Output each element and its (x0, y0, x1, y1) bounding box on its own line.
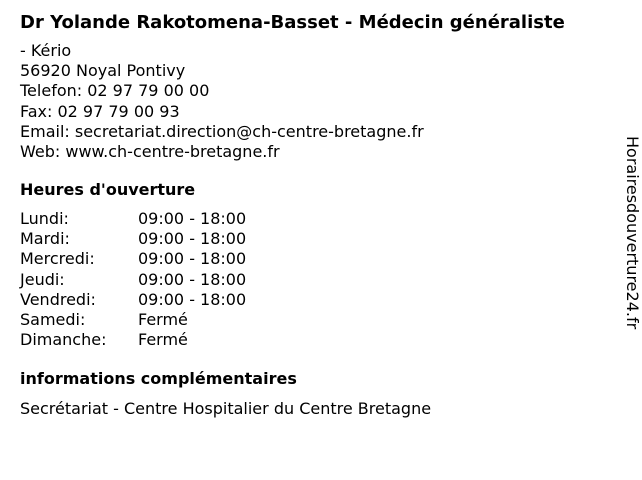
page-title: Dr Yolande Rakotomena-Basset - Médecin généraliste (20, 12, 565, 33)
contact-block (20, 41, 616, 162)
email-address: Email: secretariat.direction@ch-centre-bretagne.fr (20, 121, 424, 141)
listing-card (20, 8, 616, 419)
site-watermark: Horairesdouverture24.fr (623, 136, 642, 330)
hours-row-friday (20, 290, 246, 310)
hours-row-thursday (20, 270, 246, 290)
day-hours: 09:00 - 18:00 (138, 269, 247, 289)
day-label: Samedi: (20, 309, 86, 329)
day-label: Vendredi: (20, 289, 96, 309)
day-label: Mardi: (20, 229, 70, 249)
hours-row-sunday (20, 330, 246, 350)
day-hours: 09:00 - 18:00 (138, 289, 247, 309)
day-hours: Fermé (138, 329, 188, 349)
website-address: Web: www.ch-centre-bretagne.fr (20, 142, 280, 162)
day-hours: 09:00 - 18:00 (138, 209, 247, 229)
additional-info-text: Secrétariat - Centre Hospitalier du Centre Bretagne (20, 398, 432, 418)
fax-number: Fax: 02 97 79 00 93 (20, 101, 180, 121)
opening-hours-heading: Heures d'ouverture (20, 180, 196, 200)
day-label: Mercredi: (20, 249, 95, 269)
day-hours: 09:00 - 18:00 (138, 229, 247, 249)
additional-info-heading: informations complémentaires (20, 368, 297, 388)
day-label: Lundi: (20, 209, 69, 229)
address-postal-city: 56920 Noyal Pontivy (20, 61, 186, 81)
address-street: - Kério (20, 41, 72, 60)
hours-row-wednesday (20, 249, 246, 269)
day-hours: 09:00 - 18:00 (138, 249, 247, 269)
day-label: Dimanche: (20, 329, 107, 349)
hours-row-tuesday (20, 229, 246, 249)
hours-row-saturday (20, 310, 246, 330)
day-label: Jeudi: (20, 269, 65, 289)
day-hours: Fermé (138, 309, 188, 329)
hours-row-monday (20, 209, 246, 229)
phone-number: Telefon: 02 97 79 00 00 (20, 81, 210, 101)
opening-hours-table (20, 209, 246, 350)
